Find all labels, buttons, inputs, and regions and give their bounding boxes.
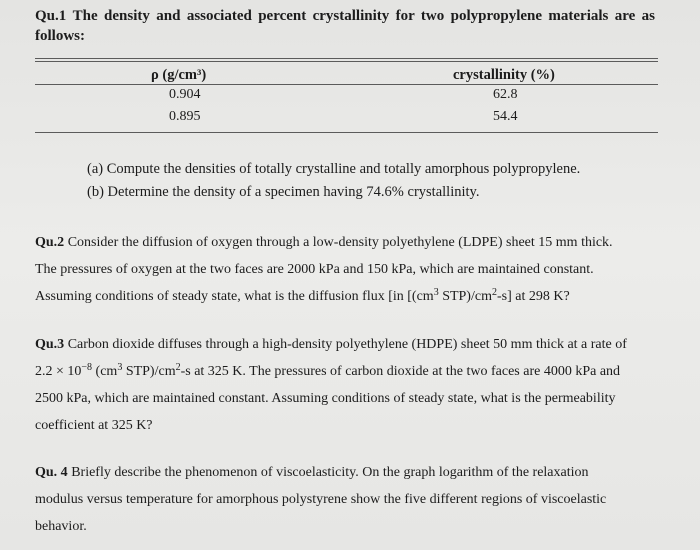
table-top-rule-double — [35, 61, 658, 62]
table-cell-density-1: 0.904 — [169, 87, 201, 102]
question-1-number: Qu.1 — [35, 8, 67, 24]
question-4 — [35, 459, 655, 540]
table-header-rule — [35, 84, 658, 85]
question-3-sup-2: 3 — [117, 362, 123, 373]
question-1-text: The density and associated percent crystallinity for two polypropylene materials are as follows: — [35, 8, 656, 44]
density-crystallinity-table — [35, 58, 658, 134]
question-3-text-2d: -s at 325 K. The pressures of carbon dioxide at the two faces are 4000 kPa and — [180, 364, 621, 379]
question-4-number: Qu. 4 — [35, 465, 68, 480]
question-3-text-2c: STP)/cm — [122, 364, 176, 379]
question-2-line-3 — [35, 283, 655, 310]
table-cell-crystallinity-2: 54.4 — [493, 109, 518, 124]
question-3-line-3: 2500 kPa, which are maintained constant. Assuming conditions of steady state, what is the permeability — [35, 391, 616, 406]
question-3 — [35, 331, 655, 439]
question-2-number: Qu.2 — [35, 235, 65, 250]
question-2-text-3a: Assuming conditions of steady state, what is the diffusion flux [in [(cm — [35, 289, 434, 304]
table-header-density: ρ (g/cm³) — [151, 67, 207, 83]
question-2-sup-2: 2 — [491, 287, 497, 298]
question-4-text-1: Briefly describe the phenomenon of viscoelasticity. On the graph logarithm of the relaxation — [71, 465, 589, 480]
question-1-stem — [35, 6, 655, 46]
question-3-number: Qu.3 — [35, 337, 65, 352]
question-2-line-2: The pressures of oxygen at the two faces are 2000 kPa and 150 kPa, which are maintained constant. — [35, 262, 594, 277]
question-2-line-1 — [35, 229, 655, 256]
question-3-text-1: Carbon dioxide diffuses through a high-density polyethylene (HDPE) sheet 50 mm thick at a rate of — [67, 337, 627, 352]
question-2-text-3b: STP)/cm — [438, 289, 492, 304]
question-4-line-1 — [35, 459, 655, 486]
question-3-text-2a: 2.2 × 10 — [35, 364, 82, 379]
table-cell-crystallinity-1: 62.8 — [493, 87, 518, 102]
question-3-line-4: coefficient at 325 K? — [35, 418, 153, 433]
question-3-line-1 — [35, 331, 655, 358]
table-header-crystallinity: crystallinity (%) — [453, 67, 555, 83]
question-2 — [35, 229, 655, 310]
question-4-line-3: behavior. — [35, 519, 87, 534]
table-bottom-rule — [35, 132, 658, 133]
question-1-part-b: (b) Determine the density of a specimen having 74.6% crystallinity. — [87, 184, 480, 200]
question-4-line-2: modulus versus temperature for amorphous polystyrene show the five different regions of viscoelastic — [35, 492, 607, 507]
question-3-sup-3: 2 — [175, 362, 181, 373]
question-2-text-1: Consider the diffusion of oxygen through a low-density polyethylene (LDPE) sheet 15 mm thick. — [67, 235, 613, 250]
question-3-sup-1: −8 — [81, 362, 93, 373]
question-3-line-2 — [35, 358, 655, 385]
question-2-sup-1: 3 — [433, 287, 439, 298]
question-1-part-a: (a) Compute the densities of totally crystalline and totally amorphous polypropylene. — [87, 161, 581, 177]
question-3-text-2b: (cm — [92, 364, 118, 379]
table-cell-density-2: 0.895 — [169, 109, 201, 124]
question-1-parts — [87, 158, 647, 204]
question-2-text-3c: -s] at 298 K? — [496, 289, 570, 304]
table-top-rule — [35, 58, 658, 59]
